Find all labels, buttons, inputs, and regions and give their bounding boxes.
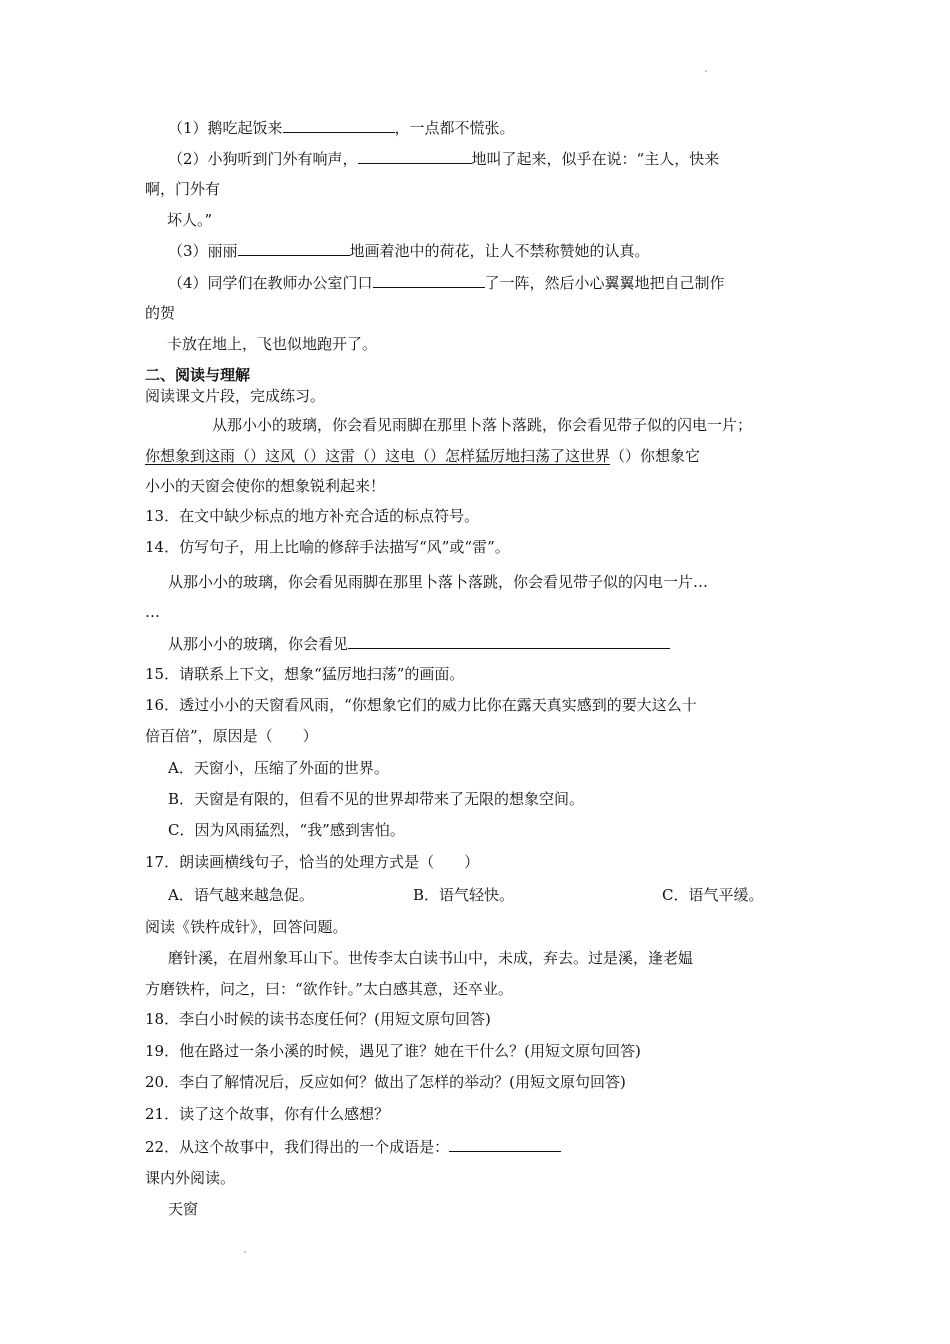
q2-line <box>168 149 719 169</box>
q22-text: 22．从这个故事中，我们得出的一个成语是： <box>145 1138 450 1156</box>
q17-option-c[interactable]: C．语气平缓。 <box>662 886 764 904</box>
q22-line <box>145 1137 561 1157</box>
q14-example: 从那小小的玻璃，你会看见雨脚在那里卜落卜落跳，你会看见带子似的闪电一片… <box>168 573 709 591</box>
q15: 15．请联系上下文，想象“猛厉地扫荡”的画面。 <box>145 665 465 683</box>
q1-line <box>168 118 515 138</box>
q1-text-a: （1）鹅吃起饭来 <box>168 119 283 137</box>
q17-option-a[interactable]: A．语气越来越急促。 <box>168 886 314 904</box>
q14-write-line <box>168 634 670 654</box>
passage-line-2 <box>145 446 700 466</box>
section2-heading: 二、阅读与理解 <box>145 366 251 384</box>
passage-underlined-sentence: 你想象到这雨（）这风（）这雷（）这电（）怎样猛厉地扫荡了这世界 <box>145 447 611 465</box>
q14: 14．仿写句子，用上比喻的修辞手法描写“风”或“雷”。 <box>145 538 510 556</box>
q14-example-cont: … <box>145 603 160 621</box>
read3-instruction: 课内外阅读。 <box>145 1169 236 1187</box>
q4-text-a: （4）同学们在教师办公室门口 <box>168 274 373 292</box>
q4-text-c: 的贺 <box>145 304 176 322</box>
q3-text-a: （3）丽丽 <box>168 242 238 260</box>
q4-line-cont <box>145 303 175 323</box>
q20: 20．李白了解情况后，反应如何？做出了怎样的举动？(用短文原句回答) <box>145 1073 626 1091</box>
q4-line <box>168 273 725 293</box>
passage-line-2-rest: （）你想象它 <box>610 447 701 465</box>
q2-blank[interactable] <box>358 149 472 164</box>
section2-intro: 阅读课文片段，完成练习。 <box>145 387 326 405</box>
page-marker-dot-bottom <box>244 1251 246 1253</box>
q4-line-cont2 <box>167 334 377 354</box>
classic-line-2: 方磨铁杵，问之，曰：“欲作针。”太白感其意，还卒业。 <box>145 980 513 998</box>
q22-answer-blank[interactable] <box>449 1137 561 1152</box>
read3-title: 天窗 <box>168 1200 199 1218</box>
q2-text-b: 地叫了起来，似乎在说：“主人，快来 <box>471 150 720 168</box>
q2-line-cont <box>145 179 220 199</box>
q19: 19．他在路过一条小溪的时候，遇见了谁？她在干什么？(用短文原句回答) <box>145 1042 641 1060</box>
q3-blank[interactable] <box>238 241 350 256</box>
passage-line-3: 小小的天窗会使你的想象锐利起来！ <box>145 477 386 495</box>
q2-text-d: 坏人。” <box>167 211 213 229</box>
q16-line-1: 16．透过小小的天窗看风雨，“你想象它们的威力比你在露天真实感到的要大这么十 <box>145 696 697 714</box>
q14-answer-blank[interactable] <box>348 634 670 649</box>
q2-line-cont2 <box>167 210 212 230</box>
q2-text-a: （2）小狗听到门外有响声， <box>168 150 358 168</box>
page-marker-dot-top <box>705 70 707 72</box>
read2-instruction: 阅读《铁杵成针》，回答问题。 <box>145 918 348 936</box>
q16-option-c[interactable]: C．因为风雨猛烈，“我”感到害怕。 <box>168 821 405 839</box>
q4-blank[interactable] <box>373 273 485 288</box>
q4-text-b: 了一阵，然后小心翼翼地把自己制作 <box>484 274 725 292</box>
q16-option-a[interactable]: A．天窗小，压缩了外面的世界。 <box>168 759 389 777</box>
q16-line-2: 倍百倍”，原因是（ ） <box>145 727 318 745</box>
q1-text-b: ，一点都不慌张。 <box>394 119 515 137</box>
classic-line-1: 磨针溪，在眉州象耳山下。世传李太白读书山中，未成，弃去。过是溪，逢老媪 <box>168 949 694 967</box>
q17: 17．朗读画横线句子，恰当的处理方式是（ ） <box>145 853 480 871</box>
q2-text-c: 啊，门外有 <box>145 180 221 198</box>
q1-blank[interactable] <box>283 118 395 133</box>
passage-line-1: 从那小小的玻璃，你会看见雨脚在那里卜落卜落跳，你会看见带子似的闪电一片； <box>212 416 753 434</box>
q4-text-d: 卡放在地上，飞也似地跑开了。 <box>167 335 378 353</box>
q17-option-b[interactable]: B．语气轻快。 <box>413 886 515 904</box>
q16-option-b[interactable]: B．天窗是有限的，但看不见的世界却带来了无限的想象空间。 <box>168 790 585 808</box>
q21: 21．读了这个故事，你有什么感想？ <box>145 1105 390 1123</box>
q3-text-b: 地画着池中的荷花，让人不禁称赞她的认真。 <box>349 242 650 260</box>
q13: 13．在文中缺少标点的地方补充合适的标点符号。 <box>145 507 480 525</box>
q18: 18．李白小时候的读书态度任何？(用短文原句回答) <box>145 1010 491 1028</box>
q14-write-text: 从那小小的玻璃，你会看见 <box>168 635 349 653</box>
q3-line <box>168 241 650 261</box>
